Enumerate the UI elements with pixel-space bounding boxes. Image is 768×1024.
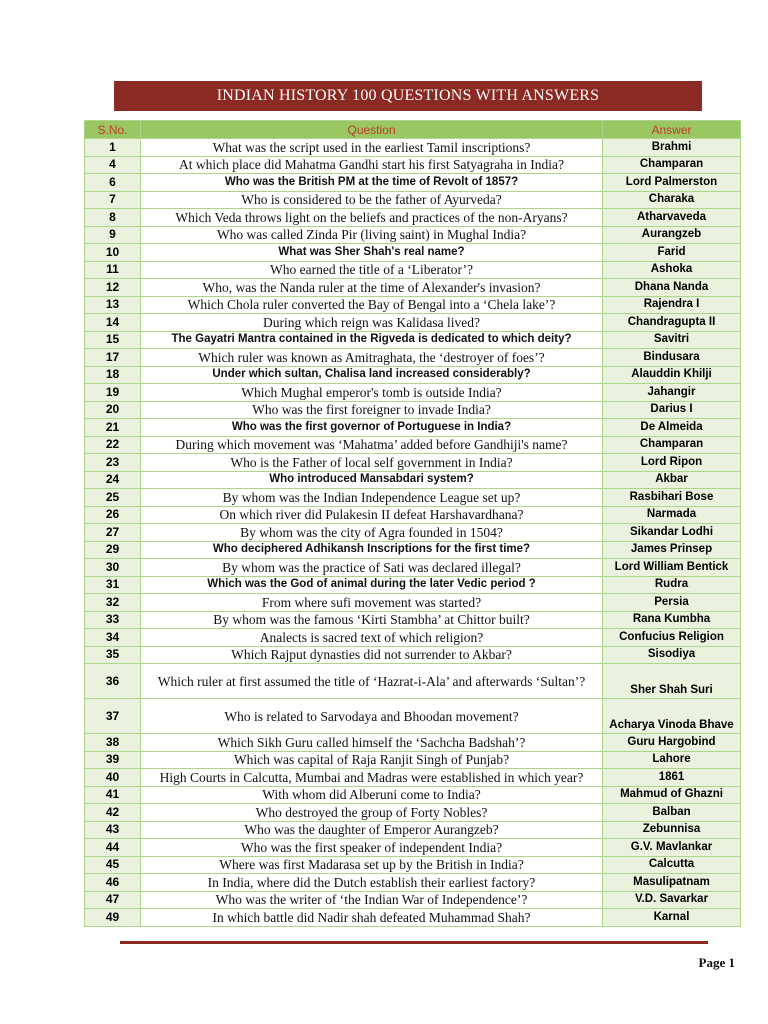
row-answer: Balban <box>603 804 741 822</box>
table-row <box>85 699 741 734</box>
row-question: Who earned the title of a ‘Liberator’? <box>141 261 603 279</box>
table-row <box>85 244 741 262</box>
table-row <box>85 909 741 927</box>
row-question: Which was the God of animal during the later Vedic period ? <box>141 576 603 594</box>
row-answer: G.V. Mavlankar <box>603 839 741 857</box>
page-number: Page 1 <box>698 955 735 970</box>
row-answer: Rasbihari Bose <box>603 489 741 507</box>
table-row <box>85 786 741 804</box>
row-question: Where was first Madarasa set up by the British in India? <box>141 856 603 874</box>
table-row <box>85 261 741 279</box>
table-row <box>85 891 741 909</box>
header-sno: S.No. <box>85 121 141 139</box>
row-answer: De Almeida <box>603 419 741 437</box>
row-question: The Gayatri Mantra contained in the Rigveda is dedicated to which deity? <box>141 331 603 349</box>
row-question: At which place did Mahatma Gandhi start his first Satyagraha in India? <box>141 156 603 174</box>
row-answer: V.D. Savarkar <box>603 891 741 909</box>
table-row <box>85 314 741 332</box>
row-sno: 25 <box>85 489 141 507</box>
row-question: From where sufi movement was started? <box>141 594 603 612</box>
row-question: Which ruler was known as Amitraghata, the ‘destroyer of foes’? <box>141 349 603 367</box>
row-question: During which movement was ‘Mahatma’ added before Gandhiji's name? <box>141 436 603 454</box>
table-row <box>85 751 741 769</box>
row-question: What was the script used in the earliest Tamil inscriptions? <box>141 139 603 157</box>
row-answer: James Prinsep <box>603 541 741 559</box>
row-question: Who was the daughter of Emperor Aurangzeb? <box>141 821 603 839</box>
table-row <box>85 366 741 384</box>
table-row <box>85 419 741 437</box>
row-answer: Acharya Vinoda Bhave <box>603 699 741 734</box>
table-row <box>85 454 741 472</box>
row-question: Who was called Zinda Pir (living saint) in Mughal India? <box>141 226 603 244</box>
row-answer: Chandragupta II <box>603 314 741 332</box>
row-answer: Jahangir <box>603 384 741 402</box>
row-question: In India, where did the Dutch establish their earliest factory? <box>141 874 603 892</box>
row-question: Who was the writer of ‘the Indian War of Independence’? <box>141 891 603 909</box>
row-sno: 27 <box>85 524 141 542</box>
table-row <box>85 629 741 647</box>
row-sno: 19 <box>85 384 141 402</box>
row-sno: 17 <box>85 349 141 367</box>
row-sno: 10 <box>85 244 141 262</box>
table-row <box>85 506 741 524</box>
row-sno: 39 <box>85 751 141 769</box>
row-answer: Zebunnisa <box>603 821 741 839</box>
row-sno: 43 <box>85 821 141 839</box>
row-sno: 42 <box>85 804 141 822</box>
row-sno: 35 <box>85 646 141 664</box>
row-sno: 45 <box>85 856 141 874</box>
table-row <box>85 401 741 419</box>
document-title: INDIAN HISTORY 100 QUESTIONS WITH ANSWERS <box>216 87 600 104</box>
table-row <box>85 489 741 507</box>
row-answer: Narmada <box>603 506 741 524</box>
row-answer: Darius I <box>603 401 741 419</box>
table-row <box>85 524 741 542</box>
table-row <box>85 156 741 174</box>
row-question: Which Chola ruler converted the Bay of Bengal into a ‘Chela lake’? <box>141 296 603 314</box>
row-question: Who is considered to be the father of Ayurveda? <box>141 191 603 209</box>
row-answer: Akbar <box>603 471 741 489</box>
header-question: Question <box>141 121 603 139</box>
table-row <box>85 296 741 314</box>
row-sno: 44 <box>85 839 141 857</box>
row-question: Which Veda throws light on the beliefs and practices of the non-Aryans? <box>141 209 603 227</box>
row-question: Who was the first governor of Portuguese in India? <box>141 419 603 437</box>
row-sno: 32 <box>85 594 141 612</box>
row-question: Who was the first foreigner to invade India? <box>141 401 603 419</box>
table-row <box>85 384 741 402</box>
row-sno: 15 <box>85 331 141 349</box>
row-sno: 13 <box>85 296 141 314</box>
row-question: By whom was the famous ‘Kirti Stambha’ at Chittor built? <box>141 611 603 629</box>
table-row <box>85 436 741 454</box>
row-answer: Persia <box>603 594 741 612</box>
row-answer: Rana Kumbha <box>603 611 741 629</box>
qa-table-body <box>85 139 741 927</box>
row-question: By whom was the city of Agra founded in 1504? <box>141 524 603 542</box>
table-row <box>85 541 741 559</box>
table-row <box>85 839 741 857</box>
row-question: By whom was the Indian Independence League set up? <box>141 489 603 507</box>
table-row <box>85 856 741 874</box>
row-answer: Farid <box>603 244 741 262</box>
row-answer: 1861 <box>603 769 741 787</box>
row-question: In which battle did Nadir shah defeated Muhammad Shah? <box>141 909 603 927</box>
row-answer: Karnal <box>603 909 741 927</box>
table-row <box>85 331 741 349</box>
row-sno: 9 <box>85 226 141 244</box>
row-sno: 12 <box>85 279 141 297</box>
table-row <box>85 209 741 227</box>
table-row <box>85 576 741 594</box>
row-answer: Ashoka <box>603 261 741 279</box>
row-answer: Rudra <box>603 576 741 594</box>
row-sno: 37 <box>85 699 141 734</box>
row-sno: 40 <box>85 769 141 787</box>
row-question: During which reign was Kalidasa lived? <box>141 314 603 332</box>
row-answer: Calcutta <box>603 856 741 874</box>
row-sno: 47 <box>85 891 141 909</box>
row-sno: 46 <box>85 874 141 892</box>
row-answer: Brahmi <box>603 139 741 157</box>
row-sno: 36 <box>85 664 141 699</box>
row-sno: 23 <box>85 454 141 472</box>
row-answer: Lord William Bentick <box>603 559 741 577</box>
row-sno: 21 <box>85 419 141 437</box>
row-question: Who, was the Nanda ruler at the time of Alexander's invasion? <box>141 279 603 297</box>
row-answer: Rajendra I <box>603 296 741 314</box>
row-answer: Lord Ripon <box>603 454 741 472</box>
row-answer: Sikandar Lodhi <box>603 524 741 542</box>
row-question: With whom did Alberuni come to India? <box>141 786 603 804</box>
row-sno: 31 <box>85 576 141 594</box>
row-answer: Dhana Nanda <box>603 279 741 297</box>
row-sno: 8 <box>85 209 141 227</box>
row-answer: Champaran <box>603 436 741 454</box>
row-question: Who was the British PM at the time of Revolt of 1857? <box>141 174 603 192</box>
table-row <box>85 821 741 839</box>
row-answer: Guru Hargobind <box>603 734 741 752</box>
row-question: Who is related to Sarvodaya and Bhoodan movement? <box>141 699 603 734</box>
row-answer: Atharvaveda <box>603 209 741 227</box>
table-row <box>85 471 741 489</box>
row-question: Which was capital of Raja Ranjit Singh of Punjab? <box>141 751 603 769</box>
row-answer: Savitri <box>603 331 741 349</box>
row-question: Which Mughal emperor's tomb is outside India? <box>141 384 603 402</box>
row-question: Who was the first speaker of independent India? <box>141 839 603 857</box>
row-sno: 33 <box>85 611 141 629</box>
row-sno: 4 <box>85 156 141 174</box>
row-sno: 7 <box>85 191 141 209</box>
row-answer: Lahore <box>603 751 741 769</box>
row-question: Who is the Father of local self government in India? <box>141 454 603 472</box>
row-sno: 11 <box>85 261 141 279</box>
row-sno: 1 <box>85 139 141 157</box>
header-answer: Answer <box>603 121 741 139</box>
row-answer: Sisodiya <box>603 646 741 664</box>
table-row <box>85 174 741 192</box>
row-answer: Sher Shah Suri <box>603 664 741 699</box>
row-question: Who introduced Mansabdari system? <box>141 471 603 489</box>
row-sno: 20 <box>85 401 141 419</box>
row-question: Which Rajput dynasties did not surrender to Akbar? <box>141 646 603 664</box>
row-answer: Bindusara <box>603 349 741 367</box>
row-sno: 22 <box>85 436 141 454</box>
row-answer: Masulipatnam <box>603 874 741 892</box>
row-question: Who destroyed the group of Forty Nobles? <box>141 804 603 822</box>
table-row <box>85 191 741 209</box>
row-answer: Mahmud of Ghazni <box>603 786 741 804</box>
table-row <box>85 139 741 157</box>
document-title-banner <box>114 81 702 111</box>
row-sno: 18 <box>85 366 141 384</box>
row-sno: 29 <box>85 541 141 559</box>
row-answer: Lord Palmerston <box>603 174 741 192</box>
row-answer: Confucius Religion <box>603 629 741 647</box>
table-row <box>85 611 741 629</box>
table-header-row <box>85 121 741 139</box>
row-answer: Alauddin Khilji <box>603 366 741 384</box>
row-sno: 34 <box>85 629 141 647</box>
row-sno: 24 <box>85 471 141 489</box>
row-sno: 30 <box>85 559 141 577</box>
table-row <box>85 279 741 297</box>
row-question: Analects is sacred text of which religion? <box>141 629 603 647</box>
table-row <box>85 769 741 787</box>
row-question: Under which sultan, Chalisa land increased considerably? <box>141 366 603 384</box>
row-answer: Aurangzeb <box>603 226 741 244</box>
row-sno: 6 <box>85 174 141 192</box>
table-row <box>85 559 741 577</box>
table-row <box>85 349 741 367</box>
footer-divider <box>120 941 708 944</box>
table-row <box>85 804 741 822</box>
row-question: On which river did Pulakesin II defeat Harshavardhana? <box>141 506 603 524</box>
row-question: Which Sikh Guru called himself the ‘Sachcha Badshah’? <box>141 734 603 752</box>
table-row <box>85 646 741 664</box>
row-question: High Courts in Calcutta, Mumbai and Madras were established in which year? <box>141 769 603 787</box>
qa-table <box>84 120 741 927</box>
table-row <box>85 226 741 244</box>
row-sno: 26 <box>85 506 141 524</box>
table-row <box>85 874 741 892</box>
table-row <box>85 734 741 752</box>
row-sno: 38 <box>85 734 141 752</box>
row-answer: Champaran <box>603 156 741 174</box>
row-sno: 41 <box>85 786 141 804</box>
row-question: What was Sher Shah's real name? <box>141 244 603 262</box>
row-question: By whom was the practice of Sati was declared illegal? <box>141 559 603 577</box>
table-row <box>85 664 741 699</box>
row-question: Which ruler at first assumed the title of ‘Hazrat-i-Ala’ and afterwards ‘Sultan’? <box>141 664 603 699</box>
row-sno: 14 <box>85 314 141 332</box>
row-question: Who deciphered Adhikansh Inscriptions for the first time? <box>141 541 603 559</box>
row-sno: 49 <box>85 909 141 927</box>
table-row <box>85 594 741 612</box>
row-answer: Charaka <box>603 191 741 209</box>
